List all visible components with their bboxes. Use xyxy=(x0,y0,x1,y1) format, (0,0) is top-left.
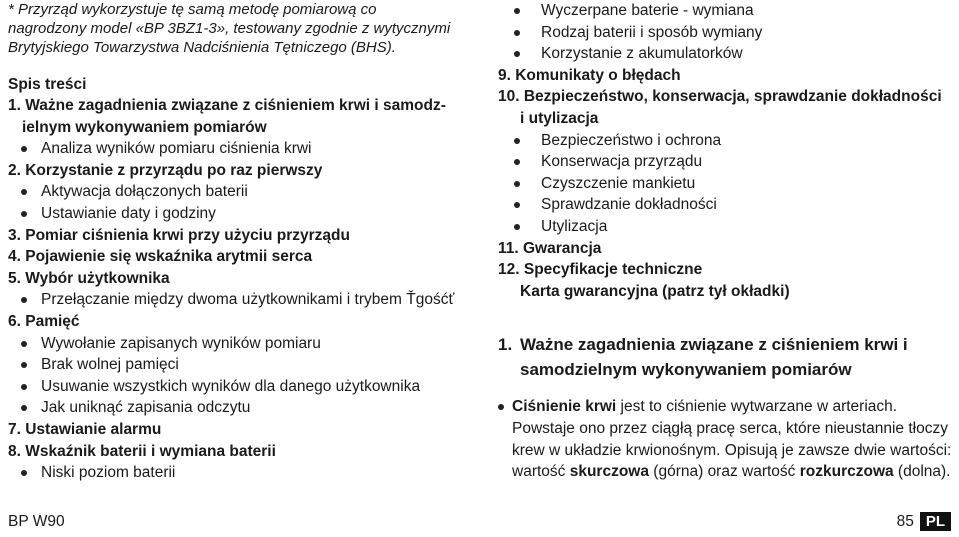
toc-bullet-item xyxy=(8,462,478,484)
toc-title: Spis treści xyxy=(8,76,87,93)
toc-chapter xyxy=(8,160,478,182)
toc-chapter xyxy=(8,225,478,247)
toc-chapter-label: 1. Ważne zagadnienia związane z ciśnieniem krwi i samodz- xyxy=(8,97,446,114)
toc-item-label: Aktywacja dołączonych baterii xyxy=(41,183,248,201)
toc-item-label: Jak uniknąć zapisania odczytu xyxy=(41,399,251,417)
toc-bullet-item xyxy=(498,194,953,216)
toc-chapter-label: ielnym wykonywaniem pomiarów xyxy=(22,118,267,136)
toc-bullet-item xyxy=(498,130,953,152)
section-number: 1. xyxy=(498,335,513,355)
para-text: Powstaje ono przez ciągłą pracę serca, które nieustannie tłoczy xyxy=(512,419,948,437)
bullet-icon xyxy=(514,159,520,165)
footer-page xyxy=(897,512,951,531)
toc-bullet-item xyxy=(498,173,953,195)
toc-item-label: Czyszczenie mankietu xyxy=(541,174,696,192)
toc-item-label: Analiza wyników pomiaru ciśnienia krwi xyxy=(41,140,312,158)
toc-bullet-item xyxy=(8,333,478,355)
toc-bullet-item xyxy=(8,289,478,311)
toc-item-label: Przełączanie między dwoma użytkownikami i trybem Ťgośćť xyxy=(41,291,455,309)
toc-chapter xyxy=(8,311,478,333)
bullet-icon xyxy=(21,362,27,368)
toc-bullet-item xyxy=(8,181,478,203)
toc-chapter-label: 8. Wskaźnik baterii i wymiana baterii xyxy=(8,442,276,460)
toc-item-label: Niski poziom baterii xyxy=(41,464,176,482)
bullet-icon xyxy=(514,202,520,208)
toc-item-label: Utylizacja xyxy=(541,217,608,235)
toc-bullet-item xyxy=(498,216,953,238)
toc-continuation xyxy=(498,281,953,303)
toc-bullet-item xyxy=(8,138,478,160)
toc-continuation xyxy=(498,108,953,130)
toc-chapter-label: 2. Korzystanie z przyrządu po raz pierwszy xyxy=(8,161,323,179)
toc-chapter xyxy=(8,441,478,463)
para-text: jest to ciśnienie wytwarzane w arteriach. xyxy=(616,398,898,416)
toc-chapter-label: 4. Pojawienie się wskaźnika arytmii serca xyxy=(8,248,313,266)
right-column xyxy=(498,0,953,483)
bullet-icon xyxy=(514,51,520,57)
toc-chapter-label: 7. Ustawianie alarmu xyxy=(8,420,162,438)
toc-chapter-label: Karta gwarancyjna (patrz tył okładki) xyxy=(520,282,790,300)
bold-term: skurczowa xyxy=(569,463,649,481)
bullet-icon xyxy=(21,189,27,195)
toc-bullet-item xyxy=(498,151,953,173)
language-badge: PL xyxy=(920,512,951,531)
toc-chapter-label: 9. Komunikaty o błędach xyxy=(498,66,681,84)
toc-bullet-item xyxy=(498,22,953,44)
section-title-line: Ważne zagadnienia związane z ciśnieniem krwi i xyxy=(520,335,908,355)
intro-note xyxy=(8,0,478,57)
para-text: krew w układzie krwionośnym. Opisują je zawsze dwie wartości: xyxy=(512,441,952,459)
toc-item-label: Brak wolnej pamięci xyxy=(41,356,179,374)
bold-term: Ciśnienie krwi xyxy=(512,398,617,416)
bullet-icon xyxy=(514,181,520,187)
toc-chapter xyxy=(8,268,478,290)
toc-bullet-item xyxy=(8,354,478,376)
bullet-icon xyxy=(21,470,27,476)
toc-chapter-label: 3. Pomiar ciśnienia krwi przy użyciu przyrządu xyxy=(8,226,350,244)
toc-chapter xyxy=(498,86,953,108)
toc-chapter xyxy=(8,419,478,441)
bullet-icon xyxy=(514,138,520,144)
toc-chapter-label: 6. Pamięć xyxy=(8,312,80,330)
page-number: 85 xyxy=(896,512,914,530)
toc-chapter xyxy=(498,65,953,87)
section-title-line: samodzielnym wykonywaniem pomiarów xyxy=(520,360,852,380)
toc-continuation xyxy=(8,117,478,139)
toc-item-label: Konserwacja przyrządu xyxy=(541,153,703,171)
bullet-icon xyxy=(498,404,504,410)
para-text: wartość xyxy=(512,463,570,481)
section-paragraph xyxy=(498,396,953,482)
bullet-icon xyxy=(21,341,27,347)
toc-chapter-label: 12. Specyfikacje techniczne xyxy=(498,261,703,279)
toc-item-label: Korzystanie z akumulatorków xyxy=(541,45,743,63)
bullet-icon xyxy=(514,8,520,14)
bullet-icon xyxy=(21,211,27,217)
toc-chapter xyxy=(498,238,953,260)
toc-bullet-item xyxy=(8,203,478,225)
toc-chapter-label: 5. Wybór użytkownika xyxy=(8,269,170,287)
bullet-icon xyxy=(514,30,520,36)
toc-left-list xyxy=(8,95,478,484)
section-heading xyxy=(498,332,953,382)
intro-line: Brytyjskiego Towarzystwa Nadciśnienia Tętniczego (BHS). xyxy=(8,39,396,56)
bullet-icon xyxy=(21,146,27,152)
toc-bullet-item xyxy=(8,397,478,419)
toc-bullet-item xyxy=(498,0,953,22)
intro-line: * Przyrząd wykorzystuje tę samą metodę pomiarową co xyxy=(8,1,377,18)
toc-chapter-label: 11. Gwarancja xyxy=(498,239,602,257)
toc-chapter-label: i utylizacja xyxy=(520,109,599,127)
toc-item-label: Usuwanie wszystkich wyników dla danego użytkownika xyxy=(41,377,421,395)
intro-line: nagrodzony model «BP 3BZ1-3», testowany zgodnie z wytycznymi xyxy=(8,20,451,37)
toc-chapter-label: 10. Bezpieczeństwo, konserwacja, sprawdzanie dokładności xyxy=(498,88,942,106)
toc-item-label: Rodzaj baterii i sposób wymiany xyxy=(541,23,763,41)
toc-bullet-item xyxy=(8,376,478,398)
bold-term: rozkurczowa xyxy=(799,463,894,481)
left-column xyxy=(8,0,478,484)
bullet-icon xyxy=(21,297,27,303)
toc-chapter xyxy=(8,95,478,117)
toc-item-label: Bezpieczeństwo i ochrona xyxy=(541,131,722,149)
para-text: (górna) oraz wartość xyxy=(648,463,800,481)
toc-chapter xyxy=(8,246,478,268)
toc-item-label: Wywołanie zapisanych wyników pomiaru xyxy=(41,334,321,352)
toc-bullet-item xyxy=(498,43,953,65)
para-text: (dolna). xyxy=(893,463,951,481)
toc-item-label: Ustawianie daty i godziny xyxy=(41,204,216,222)
footer-model: BP W90 xyxy=(8,513,65,530)
toc-right-list xyxy=(498,0,953,302)
bullet-icon xyxy=(21,405,27,411)
toc-chapter xyxy=(498,259,953,281)
bullet-icon xyxy=(514,224,520,230)
bullet-icon xyxy=(21,384,27,390)
toc-item-label: Wyczerpane baterie - wymiana xyxy=(541,2,754,19)
toc-item-label: Sprawdzanie dokładności xyxy=(541,196,717,214)
